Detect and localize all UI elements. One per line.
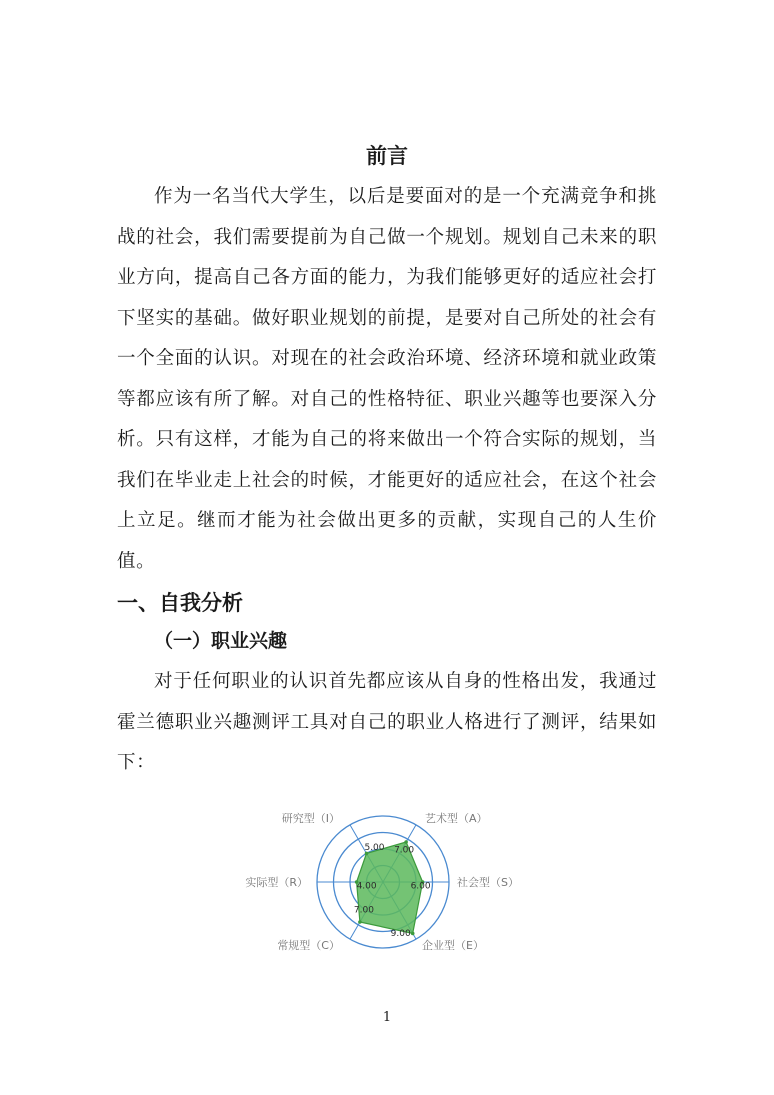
radar-data-point: [404, 840, 408, 844]
radar-category-label: 研究型（I）: [281, 812, 340, 825]
radar-category-label: 常规型（C）: [277, 939, 340, 952]
radar-value-label: 5.00: [364, 842, 385, 853]
radar-category-label: 艺术型（A）: [425, 812, 488, 825]
radar-category-label: 企业型（E）: [422, 939, 484, 952]
radar-category-label: 实际型（R）: [245, 876, 308, 889]
radar-data-point: [358, 920, 362, 924]
radar-value-label: 7.00: [353, 905, 374, 916]
radar-data-point: [411, 932, 415, 936]
preface-paragraph: 作为一名当代大学生，以后是要面对的是一个充满竞争和挑战的社会，我们需要提前为自己做一个规划。规划自己未来的职业方向，提高自己各方面的能力，为我们能够更好的适应社会打下坚实的基础。做好职业规划的前提，是要对自己所处的社会有一个全面的认识。对现在的社会政治环境、经济环境和就业政策等都应该有所了解。对自己的性格特征、职业兴趣等也要深入分析。只有这样，才能为自己的将来做出一个符合实际的规划，当我们在毕业走上社会的时候，才能更好的适应社会，在这个社会上立足。继而才能为社会做出更多的贡献，实现自己的人生价值。: [117, 186, 657, 572]
radar-value-label: 7.00: [394, 845, 415, 856]
radar-value-label: 9.00: [390, 928, 411, 939]
page-number: 1: [382, 1010, 392, 1025]
subsection-heading: （一）职业兴趣: [154, 630, 288, 652]
radar-category-label: 社会型（S）: [457, 876, 519, 889]
radar-value-label: 6.00: [410, 881, 431, 892]
preface-title: 前言: [366, 144, 408, 168]
radar-value-label: 4.00: [356, 881, 377, 892]
section-heading: 一、自我分析: [117, 591, 243, 615]
section-paragraph: 对于任何职业的认识首先都应该从自身的性格出发，我通过霍兰德职业兴趣测评工具对自己的职业人格进行了测评，结果如下：: [117, 671, 657, 773]
holland-radar-chart: [230, 800, 530, 960]
